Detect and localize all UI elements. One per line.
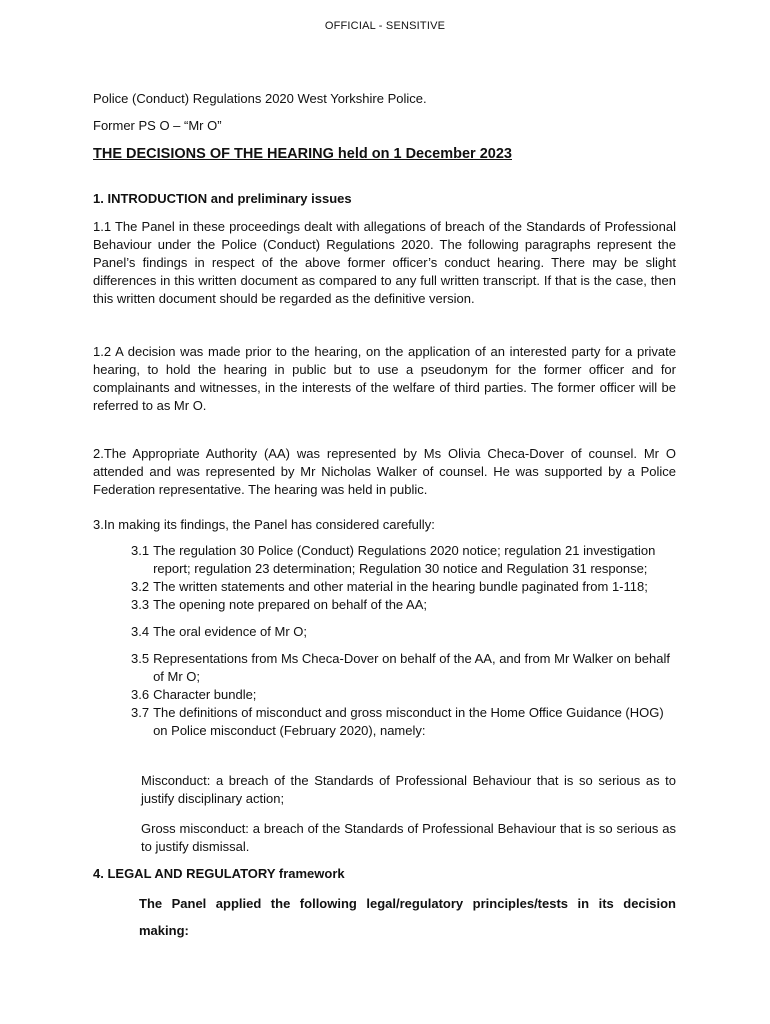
list-item [131, 578, 676, 596]
list-item-number: 3.1 [131, 543, 150, 558]
list-item-text: The regulation 30 Police (Conduct) Regulations 2020 notice; regulation 21 investigation report; regulation 23 determination; Regulation 30 notice and Regulation 31 response; [153, 543, 656, 576]
former-officer-line: Former PS O – “Mr O” [93, 118, 222, 133]
classification-header: OFFICIAL - SENSITIVE [324, 20, 446, 32]
list-item-text: The written statements and other material in the hearing bundle paginated from 1-118; [153, 579, 648, 594]
section4-text: The Panel applied the following legal/regulatory principles/tests in its decision making: [139, 896, 676, 938]
list-item-number: 3.4 [131, 624, 150, 639]
section1-heading: 1. INTRODUCTION and preliminary issues [93, 191, 352, 206]
list-item-text: The oral evidence of Mr O; [153, 624, 307, 639]
list-item [131, 623, 676, 641]
gross-misconduct-definition: Gross misconduct: a breach of the Standards of Professional Behaviour that is so serious as to justify dismissal. [141, 821, 676, 854]
list-item-number: 3.6 [131, 687, 150, 702]
list-item-number: 3.3 [131, 597, 150, 612]
page-title: THE DECISIONS OF THE HEARING held on 1 December 2023 [93, 146, 512, 162]
list-item [131, 650, 676, 686]
paragraph-1-1: 1.1 The Panel in these proceedings dealt with allegations of breach of the Standards of Professional Behaviour under the Police (Conduct) Regulations 2020. The following paragraphs represent the Panel’s findings in respect of the above former officer’s conduct hearing. There may be slight differences in this written document as compared to any full written transcript. If that is the case, then this written document should be regarded as the definitive version. [93, 219, 676, 306]
paragraph-1-2: 1.2 A decision was made prior to the hearing, on the application of an interested party for a private hearing, to hold the hearing in public but to use a pseudonym for the former officer and for complainants and witnesses, in the interests of the welfare of third parties. The former officer will be referred to as Mr O. [93, 344, 676, 413]
list-item-number: 3.7 [131, 705, 150, 720]
list-item [131, 686, 676, 704]
paragraph-2: 2.The Appropriate Authority (AA) was represented by Ms Olivia Checa-Dover of counsel. Mr O attended and was represented by Mr Nicholas Walker of counsel. He was supported by a Police Federation representative. The hearing was held in public. [93, 446, 676, 497]
list-item [131, 542, 676, 578]
list-item-text: Representations from Ms Checa-Dover on behalf of the AA, and from Mr Walker on behalf of Mr O; [153, 651, 670, 684]
list-item-number: 3.2 [131, 579, 150, 594]
considerations-list [131, 542, 676, 740]
regulations-line: Police (Conduct) Regulations 2020 West Yorkshire Police. [93, 91, 427, 106]
list-item [131, 704, 676, 740]
section4-heading: 4. LEGAL AND REGULATORY framework [93, 866, 345, 881]
section3-intro: 3.In making its findings, the Panel has considered carefully: [93, 517, 435, 532]
list-item-number: 3.5 [131, 651, 150, 666]
list-item-text: The definitions of misconduct and gross misconduct in the Home Office Guidance (HOG) on Police misconduct (February 2020), namely: [153, 705, 664, 738]
list-item-text: Character bundle; [153, 687, 257, 702]
list-item [131, 596, 676, 614]
list-item-text: The opening note prepared on behalf of the AA; [153, 597, 428, 612]
misconduct-definition: Misconduct: a breach of the Standards of Professional Behaviour that is so serious as to justify disciplinary action; [141, 773, 676, 806]
